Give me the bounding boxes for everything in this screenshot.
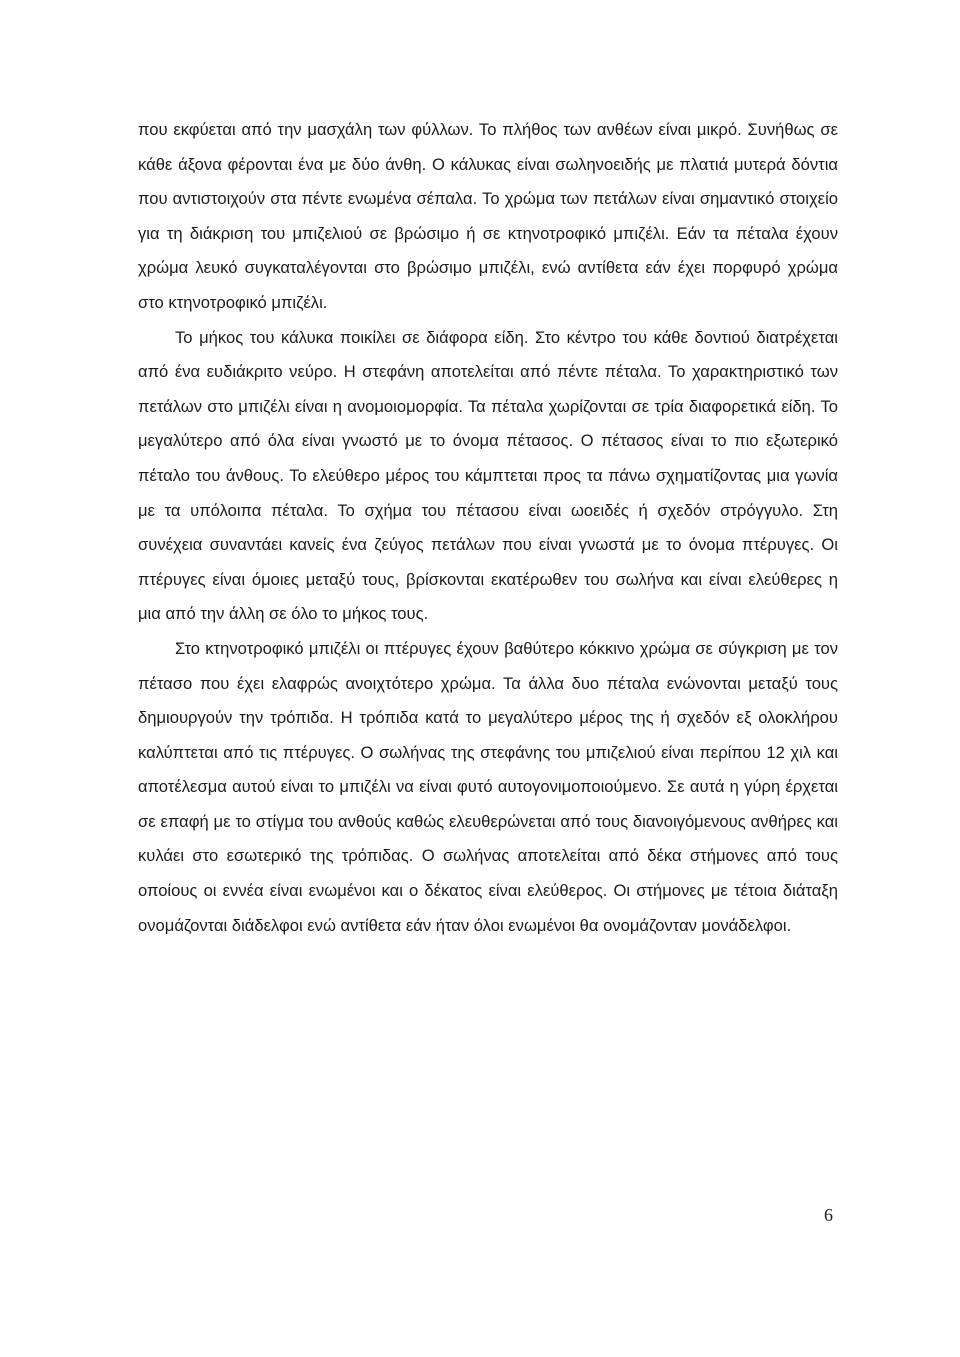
- paragraph-2: Το μήκος του κάλυκα ποικίλει σε διάφορα είδη. Στο κέντρο του κάθε δοντιού διατρέχεται από ένα ευδιάκριτο νεύρο. Η στεφάνη αποτελείται από πέντε πέταλα. Το χαρακτηριστικό των πετάλων στο μπιζέλι είναι η ανομοιομορφία. Τα πέταλα χωρίζονται σε τρία διαφορετικά είδη. Το μεγαλύτερο από όλα είναι γνωστό με το όνομα πέτασος. Ο πέτασος είναι το πιο εξωτερικό πέταλο του άνθους. Το ελεύθερο μέρος του κάμπτεται προς τα πάνω σχηματίζοντας μια γωνία με τα υπόλοιπα πέταλα. Το σχήμα του πέτασου είναι ωοειδές ή σχεδόν στρόγγυλο. Στη συνέχεια συναντάει κανείς ένα ζεύγος πετάλων που είναι γνωστά με το όνομα πτέρυγες. Οι πτέρυγες είναι όμοιες μεταξύ τους, βρίσκονται εκατέρωθεν του σωλήνα και είναι ελεύθερες η μια από την άλλη σε όλο το μήκος τους.: [138, 327, 838, 624]
- page-number: 6: [824, 1205, 833, 1225]
- body-text: [138, 113, 838, 943]
- paragraph-3: Στο κτηνοτροφικό μπιζέλι οι πτέρυγες έχουν βαθύτερο κόκκινο χρώμα σε σύγκριση με τον πέτασο που έχει ελαφρώς ανοιχτότερο χρώμα. Τα άλλα δυο πέταλα ενώνονται μεταξύ τους δημιουργούν την τρόπιδα. Η τρόπιδα κατά το μεγαλύτερο μέρος της ή σχεδόν εξ ολοκλήρου καλύπτεται από τις πτέρυγες. Ο σωλήνας της στεφάνης του μπιζελιού είναι περίπου 12 χιλ και αποτέλεσμα αυτού είναι το μπιζέλι να είναι φυτό αυτογονιμοποιούμενο. Σε αυτά η γύρη έρχεται σε επαφή με το στίγμα του ανθούς καθώς ελευθερώνεται από τους διανοιγόμενους ανθήρες και κυλάει στο εσωτερικό της τρόπιδας. Ο σωλήνας αποτελείται από δέκα στήμονες από τους οποίους οι εννέα είναι ενωμένοι και ο δέκατος είναι ελεύθερος. Οι στήμονες με τέτοια διάταξη ονομάζονται διάδελφοι ενώ αντίθετα εάν ήταν όλοι ενωμένοι θα ονομάζονταν μονάδελφοι.: [138, 638, 838, 935]
- paragraph-1: που εκφύεται από την μασχάλη των φύλλων. Το πλήθος των ανθέων είναι μικρό. Συνήθως σε κάθε άξονα φέρονται ένα με δύο άνθη. Ο κάλυκας είναι σωληνοειδής με πλατιά μυτερά δόντια που αντιστοιχούν στα πέντε ενωμένα σέπαλα. Το χρώμα των πετάλων είναι σημαντικό στοιχείο για τη διάκριση του μπιζελιού σε βρώσιμο ή σε κτηνοτροφικό μπιζέλι. Εάν τα πέταλα έχουν χρώμα λευκό συγκαταλέγονται στο βρώσιμο μπιζέλι, ενώ αντίθετα εάν έχει πορφυρό χρώμα στο κτηνοτροφικό μπιζέλι.: [138, 120, 838, 312]
